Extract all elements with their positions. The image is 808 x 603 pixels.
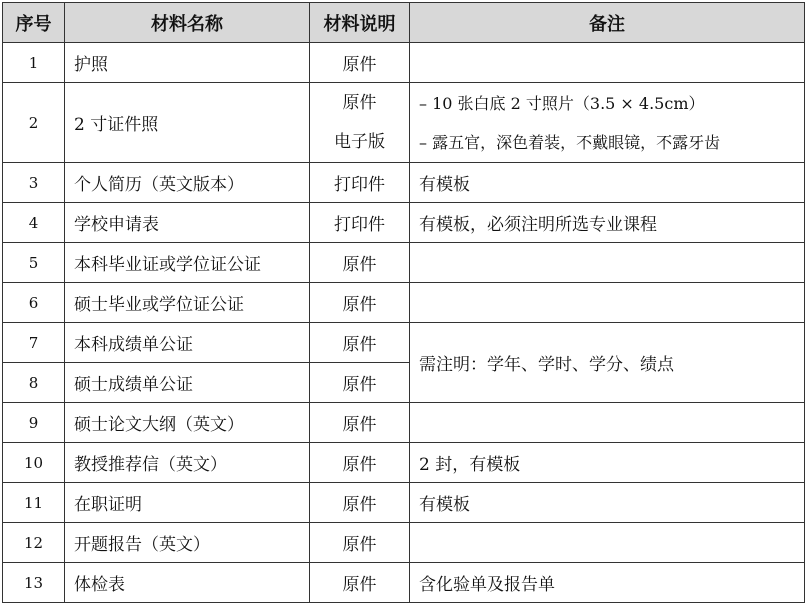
row-no: 4 [3, 203, 65, 243]
row-note-line: – 10 张白底 2 寸照片（3.5 × 4.5cm） [419, 93, 705, 113]
table-row [3, 43, 805, 83]
row-name: 硕士成绩单公证 [65, 363, 310, 403]
row-desc: 原件 [310, 363, 410, 403]
row-note: 需注明：学年、学时、学分、绩点 [410, 323, 805, 403]
row-desc: 打印件 [310, 163, 410, 203]
row-note [410, 283, 805, 323]
row-name: 本科毕业证或学位证公证 [65, 243, 310, 283]
row-note-line: – 露五官，深色着装，不戴眼镜，不露牙齿 [419, 132, 721, 152]
row-name: 本科成绩单公证 [65, 323, 310, 363]
row-no: 13 [3, 563, 65, 603]
row-name: 开题报告（英文） [65, 523, 310, 563]
row-note: 有模板 [410, 163, 805, 203]
header-note: 备注 [410, 3, 805, 43]
row-name: 护照 [65, 43, 310, 83]
row-note [410, 523, 805, 563]
row-desc: 原件 [310, 523, 410, 563]
row-name: 在职证明 [65, 483, 310, 523]
header-desc: 材料说明 [310, 3, 410, 43]
header-row [3, 3, 805, 43]
row-name: 体检表 [65, 563, 310, 603]
table-row [3, 283, 805, 323]
table-row [3, 243, 805, 283]
table-row [3, 323, 805, 363]
row-note: 有模板，必须注明所选专业课程 [410, 203, 805, 243]
table-row [3, 203, 805, 243]
row-no: 12 [3, 523, 65, 563]
row-desc: 原件 [310, 243, 410, 283]
row-no: 8 [3, 363, 65, 403]
row-name: 硕士毕业或学位证公证 [65, 283, 310, 323]
row-desc-line: 电子版 [334, 131, 385, 152]
row-no: 9 [3, 403, 65, 443]
row-note [410, 83, 805, 163]
row-note [410, 403, 805, 443]
row-no: 6 [3, 283, 65, 323]
row-no: 5 [3, 243, 65, 283]
row-desc-line: 原件 [342, 92, 377, 113]
table-row [3, 163, 805, 203]
row-name: 教授推荐信（英文） [65, 443, 310, 483]
header-no: 序号 [3, 3, 65, 43]
row-no: 11 [3, 483, 65, 523]
row-desc: 原件 [310, 283, 410, 323]
row-note: 含化验单及报告单 [410, 563, 805, 603]
row-desc: 原件 [310, 483, 410, 523]
table-row [3, 403, 805, 443]
row-desc: 打印件 [310, 203, 410, 243]
row-note: 2 封，有模板 [410, 443, 805, 483]
row-name: 学校申请表 [65, 203, 310, 243]
row-no: 10 [3, 443, 65, 483]
row-no: 3 [3, 163, 65, 203]
row-desc: 原件 [310, 443, 410, 483]
row-desc: 原件 [310, 323, 410, 363]
header-name: 材料名称 [65, 3, 310, 43]
table-row [3, 483, 805, 523]
row-note [410, 243, 805, 283]
row-note [410, 43, 805, 83]
row-no: 7 [3, 323, 65, 363]
row-no: 1 [3, 43, 65, 83]
table-row [3, 523, 805, 563]
row-name: 硕士论文大纲（英文） [65, 403, 310, 443]
table-row [3, 443, 805, 483]
table-row [3, 563, 805, 603]
row-no: 2 [3, 83, 65, 163]
row-desc: 原件 [310, 43, 410, 83]
row-desc: 原件 [310, 403, 410, 443]
materials-table [2, 2, 805, 603]
row-name: 2 寸证件照 [65, 83, 310, 163]
row-note: 有模板 [410, 483, 805, 523]
table-row [3, 83, 805, 163]
row-desc [310, 83, 410, 163]
row-name: 个人简历（英文版本） [65, 163, 310, 203]
row-desc: 原件 [310, 563, 410, 603]
